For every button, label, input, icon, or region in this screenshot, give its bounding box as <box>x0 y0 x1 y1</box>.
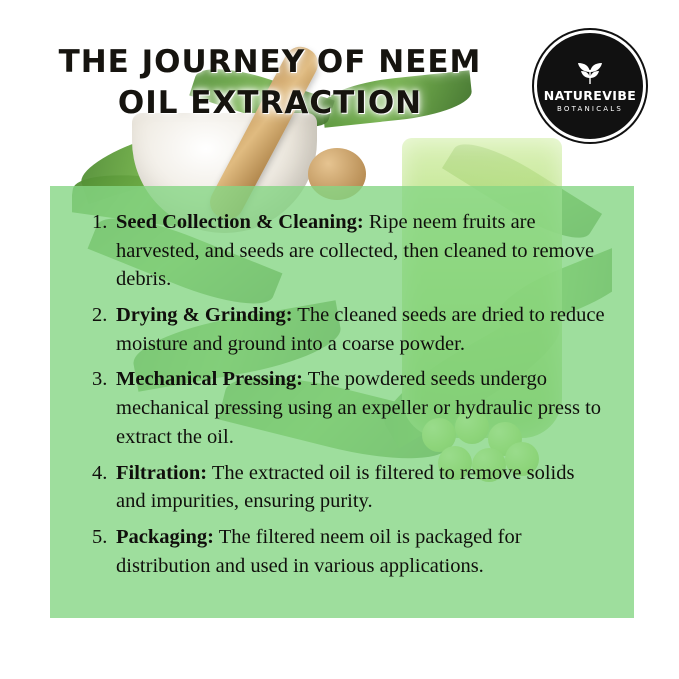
list-item <box>92 301 608 358</box>
step-text: The filtered neem oil is packaged for distribution and used in various applications. <box>116 525 522 577</box>
step-title: Packaging: <box>116 525 214 548</box>
step-title: Seed Collection & Cleaning: <box>116 211 364 233</box>
step-text: The powdered seeds undergo mechanical pressing using an expeller or hydraulic press to extract the oil. <box>116 368 602 448</box>
brand-name: NATUREVIBE <box>543 87 637 103</box>
neem-leaf-icon <box>573 60 607 88</box>
brand-tagline: BOTANICALS <box>556 104 624 113</box>
list-item <box>92 523 608 580</box>
list-item <box>92 208 608 294</box>
list-item <box>92 365 608 451</box>
step-text: The extracted oil is filtered to remove solids and impurities, ensuring purity. <box>116 461 575 513</box>
list-item <box>92 459 608 516</box>
page-title: THE JOURNEY OF NEEM OIL EXTRACTION <box>58 44 482 121</box>
brand-logo <box>534 30 646 142</box>
steps-list <box>50 186 634 580</box>
step-title: Drying & Grinding: <box>116 304 293 327</box>
step-title: Filtration: <box>116 461 208 484</box>
steps-panel <box>50 186 634 618</box>
step-text: The cleaned seeds are dried to reduce moisture and ground into a coarse powder. <box>116 304 605 355</box>
step-text: Ripe neem fruits are harvested, and seeds are collected, then cleaned to remove debris. <box>116 211 595 291</box>
step-title: Mechanical Pressing: <box>116 368 303 391</box>
